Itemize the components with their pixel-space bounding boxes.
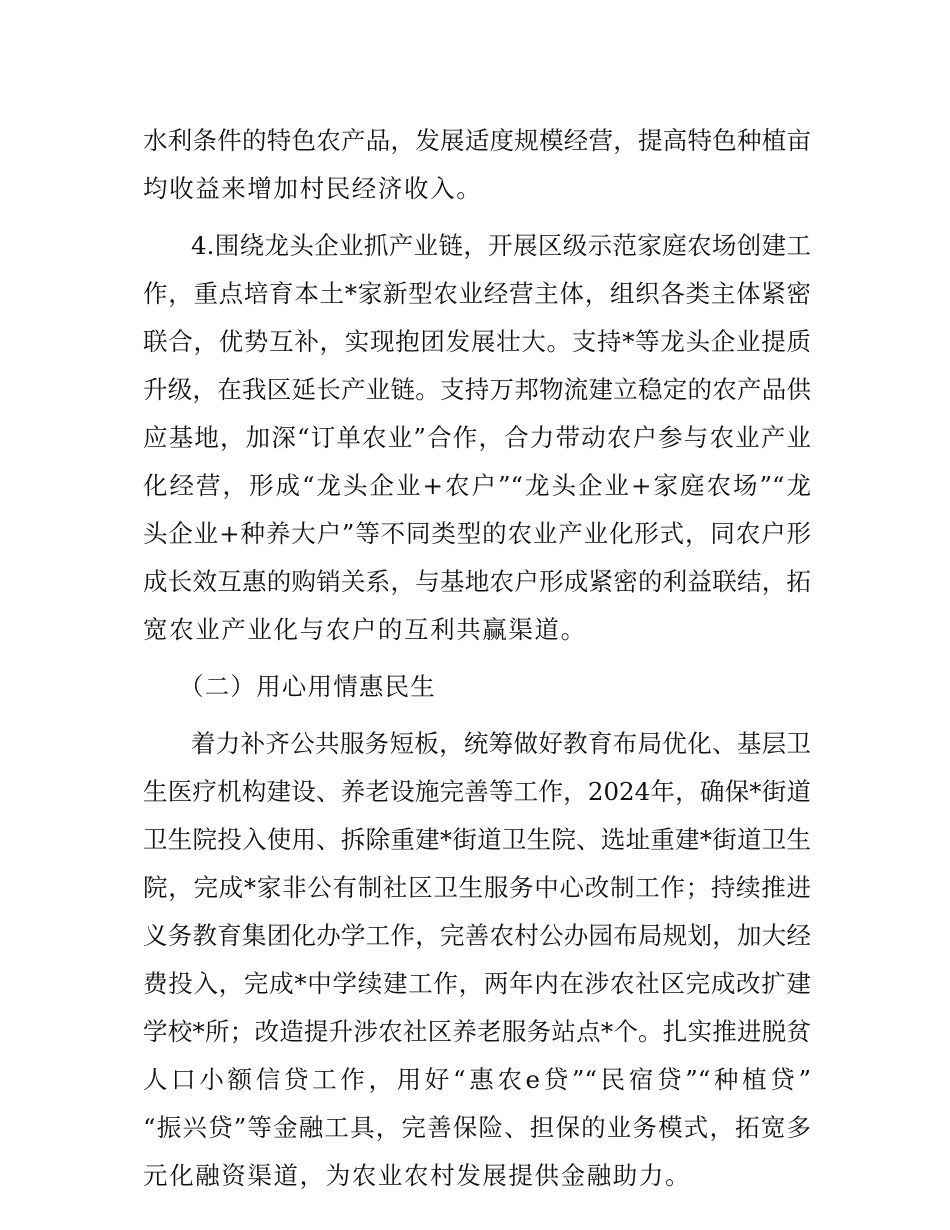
paragraph-line: 院，完成*家非公有制社区卫生服务中心改制工作；持续推进 xyxy=(143,873,811,902)
section-heading: （二）用心用情惠民生 xyxy=(179,672,436,701)
paragraph-livelihood xyxy=(143,720,811,1200)
document-page xyxy=(143,117,811,1200)
paragraph-line: 宽农业产业化与农户的互利共赢渠道。 xyxy=(143,615,587,644)
paragraph-line: 升级，在我区延长产业链。支持万邦物流建立稳定的农产品供 xyxy=(143,375,811,404)
paragraph-line: “振兴贷”等金融工具，完善保险、担保的业务模式，拓宽多 xyxy=(143,1113,811,1142)
paragraph-line: 卫生院投入使用、拆除重建*街道卫生院、选址重建*街道卫生 xyxy=(143,825,811,854)
paragraph-line: 头企业+种养大户”等不同类型的农业产业化形式，同农户形 xyxy=(143,519,811,548)
paragraph-line: 应基地，加深“订单农业”合作，合力带动农户参与农业产业 xyxy=(143,423,811,452)
paragraph-line: 着力补齐公共服务短板，统筹做好教育布局优化、基层卫 xyxy=(191,729,811,758)
paragraph-4 xyxy=(143,222,811,654)
paragraph-line: 4.围绕龙头企业抓产业链，开展区级示范家庭农场创建工 xyxy=(191,231,811,260)
paragraph-line: 学校*所；改造提升涉农社区养老服务站点*个。扎实推进脱贫 xyxy=(143,1017,811,1046)
paragraph-line: 义务教育集团化办学工作，完善农村公办园布局规划，加大经 xyxy=(143,921,811,950)
paragraph-line: 均收益来增加村民经济收入。 xyxy=(143,174,483,203)
paragraph-line: 化经营，形成“龙头企业+农户”“龙头企业+家庭农场”“龙 xyxy=(143,471,811,500)
paragraph-line: 作，重点培育本土*家新型农业经营主体，组织各类主体紧密 xyxy=(143,279,811,308)
paragraph-line: 元化融资渠道，为农业农村发展提供金融助力。 xyxy=(143,1161,692,1190)
paragraph-line: 水利条件的特色农产品，发展适度规模经营，提高特色种植亩 xyxy=(143,126,811,155)
paragraph-continuation xyxy=(143,117,811,213)
paragraph-line: 人口小额信贷工作，用好“惠农e贷”“民宿贷”“种植贷” xyxy=(143,1065,811,1094)
paragraph-line: 成长效互惠的购销关系，与基地农户形成紧密的利益联结，拓 xyxy=(143,567,811,596)
paragraph-line: 联合，优势互补，实现抱团发展壮大。支持*等龙头企业提质 xyxy=(143,327,811,356)
paragraph-line: 生医疗机构建设、养老设施完善等工作，2024年，确保*街道 xyxy=(143,777,811,806)
paragraph-line: 费投入，完成*中学续建工作，两年内在涉农社区完成改扩建 xyxy=(143,969,811,998)
